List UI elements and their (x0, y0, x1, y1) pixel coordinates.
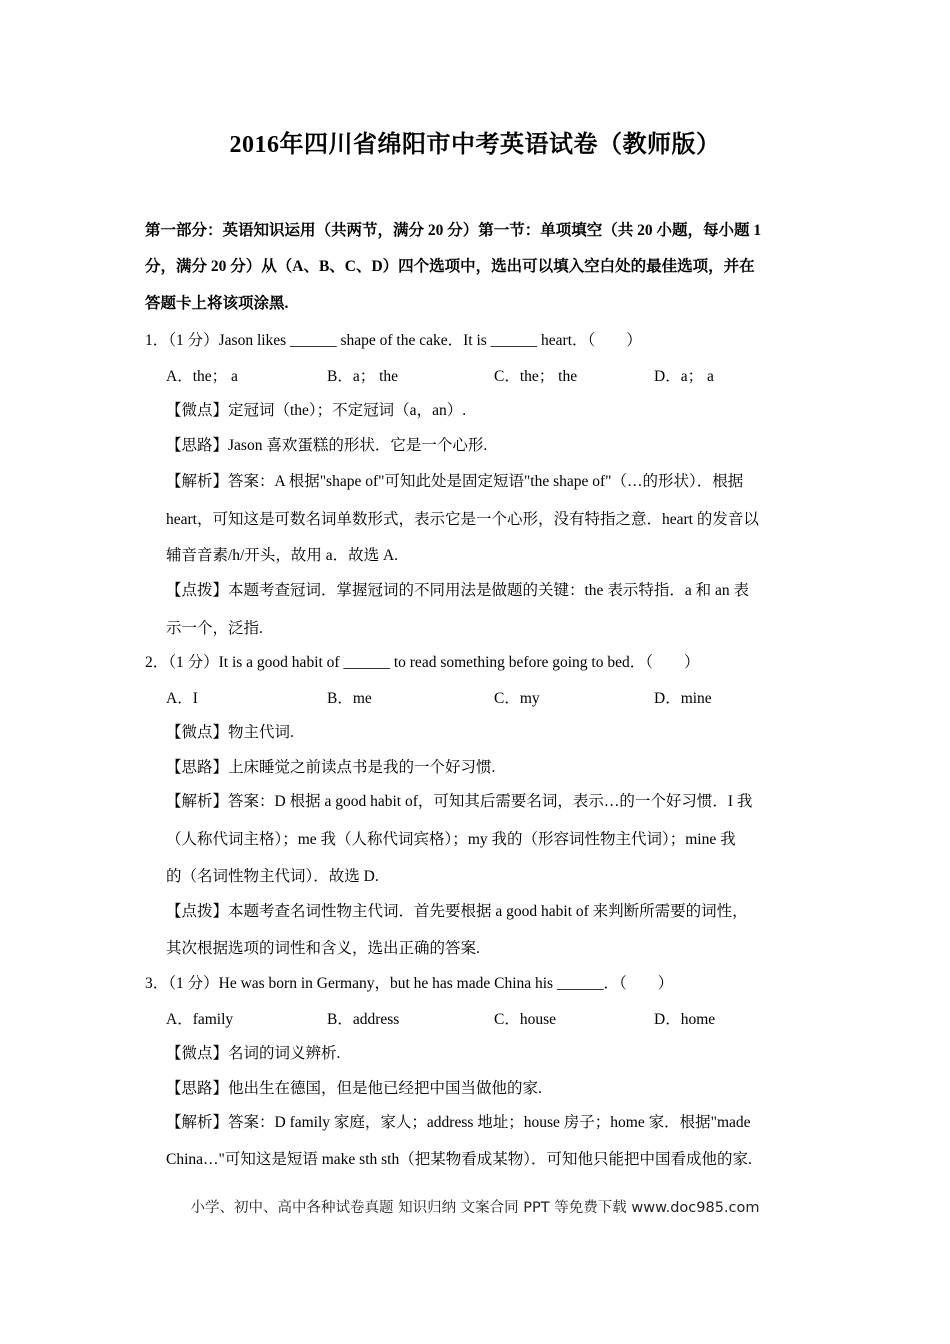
question-3-analysis: 【解析】答案：D family 家庭，家人；address 地址；house 房子；home 家．根据"made (166, 1114, 751, 1131)
question-1-tip-cont: 示一个，泛指. (166, 620, 263, 637)
question-2-thought: 【思路】上床睡觉之前读点书是我的一个好习惯. (166, 759, 496, 776)
question-1-analysis-cont: heart，可知这是可数名词单数形式，表示它是一个心形，没有特指之意．heart 的发音以 (166, 511, 759, 528)
instruction-line-3: 答题卡上将该项涂黑. (145, 295, 289, 312)
question-1-option-b: B．a； the (327, 368, 399, 385)
question-2-option-c: C．my (494, 690, 540, 707)
page-footer: 小学、初中、高中各种试卷真题 知识归纳 文案合同 PPT 等免费下载 www.doc985.com (190, 1200, 760, 1216)
question-2-option-b: B．me (327, 690, 372, 707)
question-2-option-d: D．mine (654, 690, 712, 707)
question-3-option-a: A．family (166, 1011, 234, 1028)
question-3-analysis-cont: China…"可知这是短语 make sth sth（把某物看成某物）．可知他只能把中国看成他的家. (166, 1151, 752, 1168)
question-1-stem: 1．（1 分）Jason likes ______ shape of the cake．It is ______ heart．（ ） (145, 332, 642, 349)
question-2-option-a: A．I (166, 690, 198, 707)
question-3-option-b: B．address (327, 1011, 400, 1028)
question-3-option-c: C．house (494, 1011, 557, 1028)
instruction-line-1: 第一部分：英语知识运用（共两节，满分 20 分）第一节：单项填空（共 20 小题，每小题 1 (145, 222, 762, 239)
question-2-analysis-cont: 的（名词性物主代词）．故选 D. (166, 868, 379, 885)
question-1-analysis-cont: 辅音音素/h/开头，故用 a．故选 A. (166, 547, 399, 564)
question-1-point: 【微点】定冠词（the）；不定冠词（a，an）. (166, 402, 467, 419)
document-title: 2016年四川省绵阳市中考英语试卷（教师版） (229, 132, 721, 158)
question-2-tip: 【点拨】本题考查名词性物主代词．首先要根据 a good habit of 来判断所需要的词性， (166, 903, 748, 920)
instruction-line-2: 分，满分 20 分）从（A、B、C、D）四个选项中，选出可以填入空白处的最佳选项，并在 (145, 258, 755, 275)
question-3-point: 【微点】名词的词义辨析. (166, 1045, 341, 1062)
question-1-thought: 【思路】Jason 喜欢蛋糕的形状．它是一个心形. (166, 437, 488, 454)
question-2-analysis: 【解析】答案：D 根据 a good habit of，可知其后需要名词，表示…的一个好习惯．I 我 (166, 793, 753, 810)
question-2-point: 【微点】物主代词. (166, 724, 294, 741)
question-3-stem: 3．（1 分）He was born in Germany，but he has made China his ______．（ ） (145, 975, 674, 992)
question-3-thought: 【思路】他出生在德国，但是他已经把中国当做他的家. (166, 1080, 542, 1097)
question-1-option-d: D．a； a (654, 368, 714, 385)
question-2-tip-cont: 其次根据选项的词性和含义，选出正确的答案. (166, 940, 480, 957)
question-2-analysis-cont: （人称代词主格）；me 我（人称代词宾格）；my 我的（形容词性物主代词）；mine 我 (166, 831, 736, 848)
question-1-tip: 【点拨】本题考查冠词．掌握冠词的不同用法是做题的关键：the 表示特指．a 和 an 表 (166, 582, 749, 599)
question-2-stem: 2．（1 分）It is a good habit of ______ to read something before going to bed．（ ） (145, 654, 700, 671)
question-1-option-c: C．the； the (494, 368, 578, 385)
question-3-option-d: D．home (654, 1011, 716, 1028)
question-1-option-a: A．the； a (166, 368, 238, 385)
question-1-analysis: 【解析】答案：A 根据"shape of"可知此处是固定短语"the shape of"（…的形状）．根据 (166, 473, 744, 490)
